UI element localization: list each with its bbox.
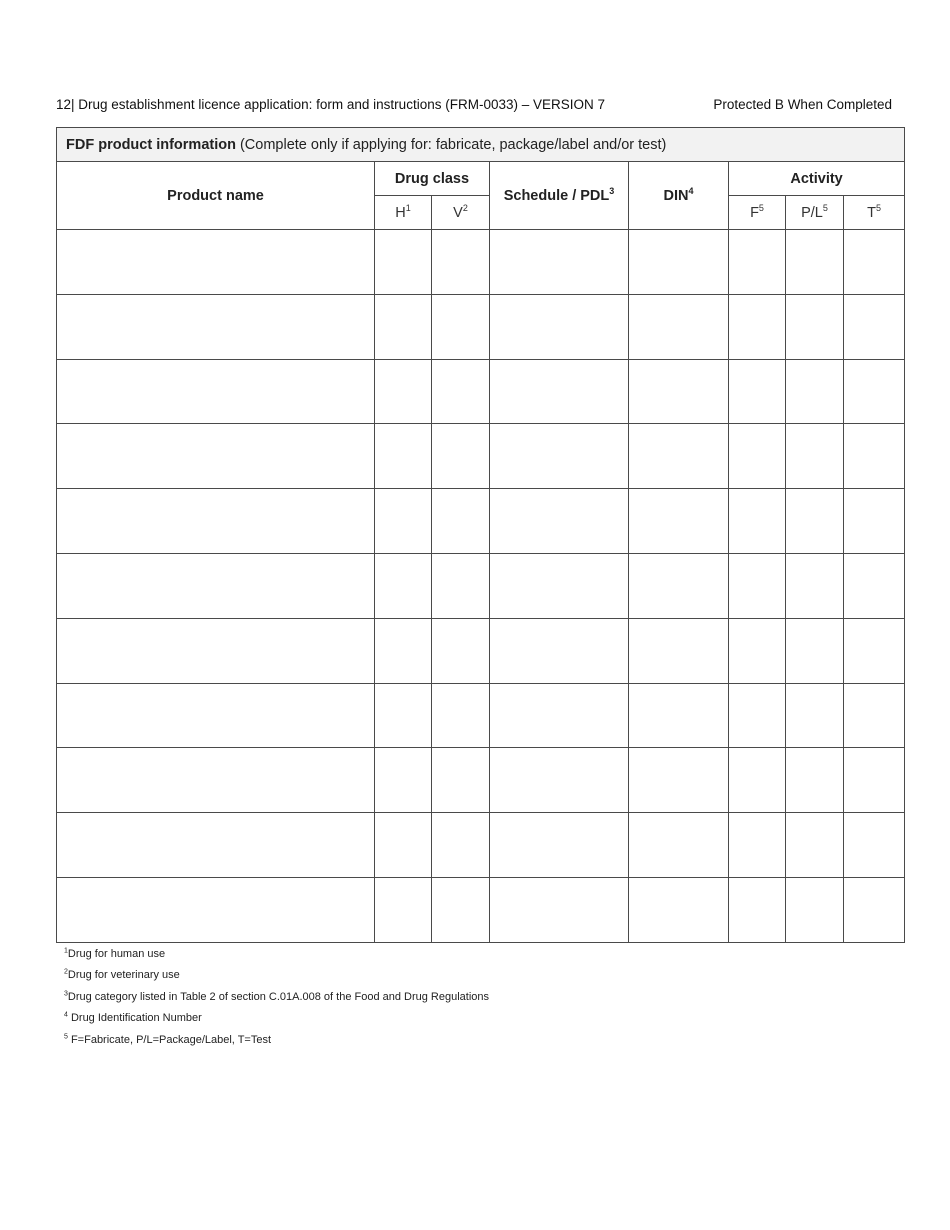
footnote-sup: 4 xyxy=(64,1011,68,1019)
footnote-text: F=Fabricate, P/L=Package/Label, T=Test xyxy=(67,1033,272,1046)
footnote-sup: 1 xyxy=(64,947,68,955)
protected-suffix: When Completed xyxy=(783,97,892,112)
t-cell[interactable] xyxy=(844,294,905,359)
product-name-cell[interactable] xyxy=(57,683,375,748)
t-cell[interactable] xyxy=(844,618,905,683)
footnote xyxy=(64,1033,489,1054)
v-cell[interactable] xyxy=(432,813,490,878)
v-cell[interactable] xyxy=(432,748,490,813)
f-cell[interactable] xyxy=(729,813,786,878)
product-name-cell[interactable] xyxy=(57,489,375,554)
section-title-bold: FDF product information xyxy=(66,136,236,153)
table-row xyxy=(57,813,905,878)
product-name-cell[interactable] xyxy=(57,230,375,295)
table-row xyxy=(57,294,905,359)
fdf-product-table xyxy=(56,127,905,943)
v-sup: 2 xyxy=(462,202,468,213)
schedule-cell[interactable] xyxy=(490,424,629,489)
pl-label: P/L xyxy=(801,204,823,221)
footnote xyxy=(64,1011,489,1032)
v-cell[interactable] xyxy=(432,230,490,295)
din-label: DIN xyxy=(663,187,689,204)
schedule-cell[interactable] xyxy=(490,489,629,554)
f-cell[interactable] xyxy=(729,553,786,618)
t-cell[interactable] xyxy=(844,683,905,748)
section-title-note: (Complete only if applying for: fabricate, package/label and/or test) xyxy=(235,136,667,153)
din-cell[interactable] xyxy=(629,294,729,359)
h-cell[interactable] xyxy=(375,748,432,813)
h-cell[interactable] xyxy=(375,553,432,618)
f-cell[interactable] xyxy=(729,359,786,424)
product-name-cell[interactable] xyxy=(57,359,375,424)
t-cell[interactable] xyxy=(844,748,905,813)
pl-cell[interactable] xyxy=(786,230,844,295)
col-drug-class: Drug class xyxy=(375,162,490,196)
h-sup: 1 xyxy=(405,202,411,213)
header-protection xyxy=(713,97,892,112)
f-cell[interactable] xyxy=(729,877,786,942)
t-label: T xyxy=(867,204,876,221)
protected-label: Protected B xyxy=(713,97,784,112)
v-cell[interactable] xyxy=(432,877,490,942)
footnote xyxy=(64,947,489,968)
pl-cell[interactable] xyxy=(786,877,844,942)
din-cell[interactable] xyxy=(629,424,729,489)
table-row xyxy=(57,683,905,748)
col-t xyxy=(844,196,905,230)
pl-cell[interactable] xyxy=(786,294,844,359)
v-cell[interactable] xyxy=(432,553,490,618)
footnote-text: Drug Identification Number xyxy=(67,1012,202,1025)
din-sup: 4 xyxy=(688,185,694,196)
v-cell[interactable] xyxy=(432,618,490,683)
h-cell[interactable] xyxy=(375,683,432,748)
table-row xyxy=(57,618,905,683)
col-v xyxy=(432,196,490,230)
t-cell[interactable] xyxy=(844,553,905,618)
col-activity: Activity xyxy=(729,162,905,196)
schedule-cell[interactable] xyxy=(490,618,629,683)
col-product-name: Product name xyxy=(57,162,375,230)
din-cell[interactable] xyxy=(629,683,729,748)
din-cell[interactable] xyxy=(629,359,729,424)
h-cell[interactable] xyxy=(375,424,432,489)
schedule-cell[interactable] xyxy=(490,230,629,295)
t-cell[interactable] xyxy=(844,424,905,489)
schedule-cell[interactable] xyxy=(490,294,629,359)
v-cell[interactable] xyxy=(432,359,490,424)
product-name-cell[interactable] xyxy=(57,748,375,813)
section-title xyxy=(57,128,905,162)
table-body xyxy=(57,230,905,943)
table-row xyxy=(57,877,905,942)
table-row xyxy=(57,748,905,813)
v-cell[interactable] xyxy=(432,683,490,748)
header-title: 12| Drug establishment licence application: form and instructions (FRM-0033) – VERSION 7 xyxy=(56,97,605,112)
col-f xyxy=(729,196,786,230)
footnote-sup: 2 xyxy=(64,968,68,976)
footnote xyxy=(64,990,489,1011)
pl-cell[interactable] xyxy=(786,618,844,683)
h-cell[interactable] xyxy=(375,489,432,554)
col-din xyxy=(629,162,729,230)
f-cell[interactable] xyxy=(729,489,786,554)
h-cell[interactable] xyxy=(375,877,432,942)
f-cell[interactable] xyxy=(729,424,786,489)
col-schedule-pdl xyxy=(490,162,629,230)
t-cell[interactable] xyxy=(844,813,905,878)
din-cell[interactable] xyxy=(629,553,729,618)
pl-cell[interactable] xyxy=(786,553,844,618)
f-cell[interactable] xyxy=(729,294,786,359)
h-label: H xyxy=(395,204,406,221)
din-cell[interactable] xyxy=(629,748,729,813)
table-row xyxy=(57,230,905,295)
page-header xyxy=(56,97,892,115)
schedule-cell[interactable] xyxy=(490,553,629,618)
pl-cell[interactable] xyxy=(786,359,844,424)
product-name-cell[interactable] xyxy=(57,424,375,489)
t-sup: 5 xyxy=(875,202,881,213)
pl-cell[interactable] xyxy=(786,489,844,554)
v-cell[interactable] xyxy=(432,424,490,489)
col-h xyxy=(375,196,432,230)
schedule-cell[interactable] xyxy=(490,359,629,424)
footnote xyxy=(64,968,489,989)
din-cell[interactable] xyxy=(629,618,729,683)
v-cell[interactable] xyxy=(432,489,490,554)
f-cell[interactable] xyxy=(729,683,786,748)
v-label: V xyxy=(453,204,463,221)
schedule-sup: 3 xyxy=(609,185,615,196)
footnote-sup: 3 xyxy=(64,990,68,998)
product-name-cell[interactable] xyxy=(57,294,375,359)
h-cell[interactable] xyxy=(375,294,432,359)
pl-cell[interactable] xyxy=(786,424,844,489)
footnote-text: Drug category listed in Table 2 of section C.01A.008 of the Food and Drug Regulations xyxy=(67,990,490,1003)
t-cell[interactable] xyxy=(844,230,905,295)
f-sup: 5 xyxy=(758,202,764,213)
product-name-cell[interactable] xyxy=(57,618,375,683)
pl-sup: 5 xyxy=(822,202,828,213)
table-row xyxy=(57,489,905,554)
product-name-cell[interactable] xyxy=(57,877,375,942)
table-row xyxy=(57,424,905,489)
t-cell[interactable] xyxy=(844,359,905,424)
f-cell[interactable] xyxy=(729,618,786,683)
product-name-cell[interactable] xyxy=(57,813,375,878)
f-label: F xyxy=(750,204,759,221)
din-cell[interactable] xyxy=(629,813,729,878)
h-cell[interactable] xyxy=(375,230,432,295)
table-row xyxy=(57,359,905,424)
pl-cell[interactable] xyxy=(786,683,844,748)
f-cell[interactable] xyxy=(729,748,786,813)
f-cell[interactable] xyxy=(729,230,786,295)
footnote-sup: 5 xyxy=(64,1032,68,1040)
footnotes xyxy=(64,947,489,1054)
v-cell[interactable] xyxy=(432,294,490,359)
schedule-label: Schedule / PDL xyxy=(503,187,610,204)
t-cell[interactable] xyxy=(844,489,905,554)
schedule-cell[interactable] xyxy=(490,748,629,813)
din-cell[interactable] xyxy=(629,489,729,554)
product-name-cell[interactable] xyxy=(57,553,375,618)
h-cell[interactable] xyxy=(375,618,432,683)
t-cell[interactable] xyxy=(844,877,905,942)
schedule-cell[interactable] xyxy=(490,683,629,748)
h-cell[interactable] xyxy=(375,813,432,878)
schedule-cell[interactable] xyxy=(490,813,629,878)
footnote-text: Drug for human use xyxy=(67,948,166,960)
pl-cell[interactable] xyxy=(786,813,844,878)
h-cell[interactable] xyxy=(375,359,432,424)
col-pl xyxy=(786,196,844,230)
din-cell[interactable] xyxy=(629,230,729,295)
table-row xyxy=(57,553,905,618)
pl-cell[interactable] xyxy=(786,748,844,813)
schedule-cell[interactable] xyxy=(490,877,629,942)
din-cell[interactable] xyxy=(629,877,729,942)
footnote-text: Drug for veterinary use xyxy=(67,969,180,982)
